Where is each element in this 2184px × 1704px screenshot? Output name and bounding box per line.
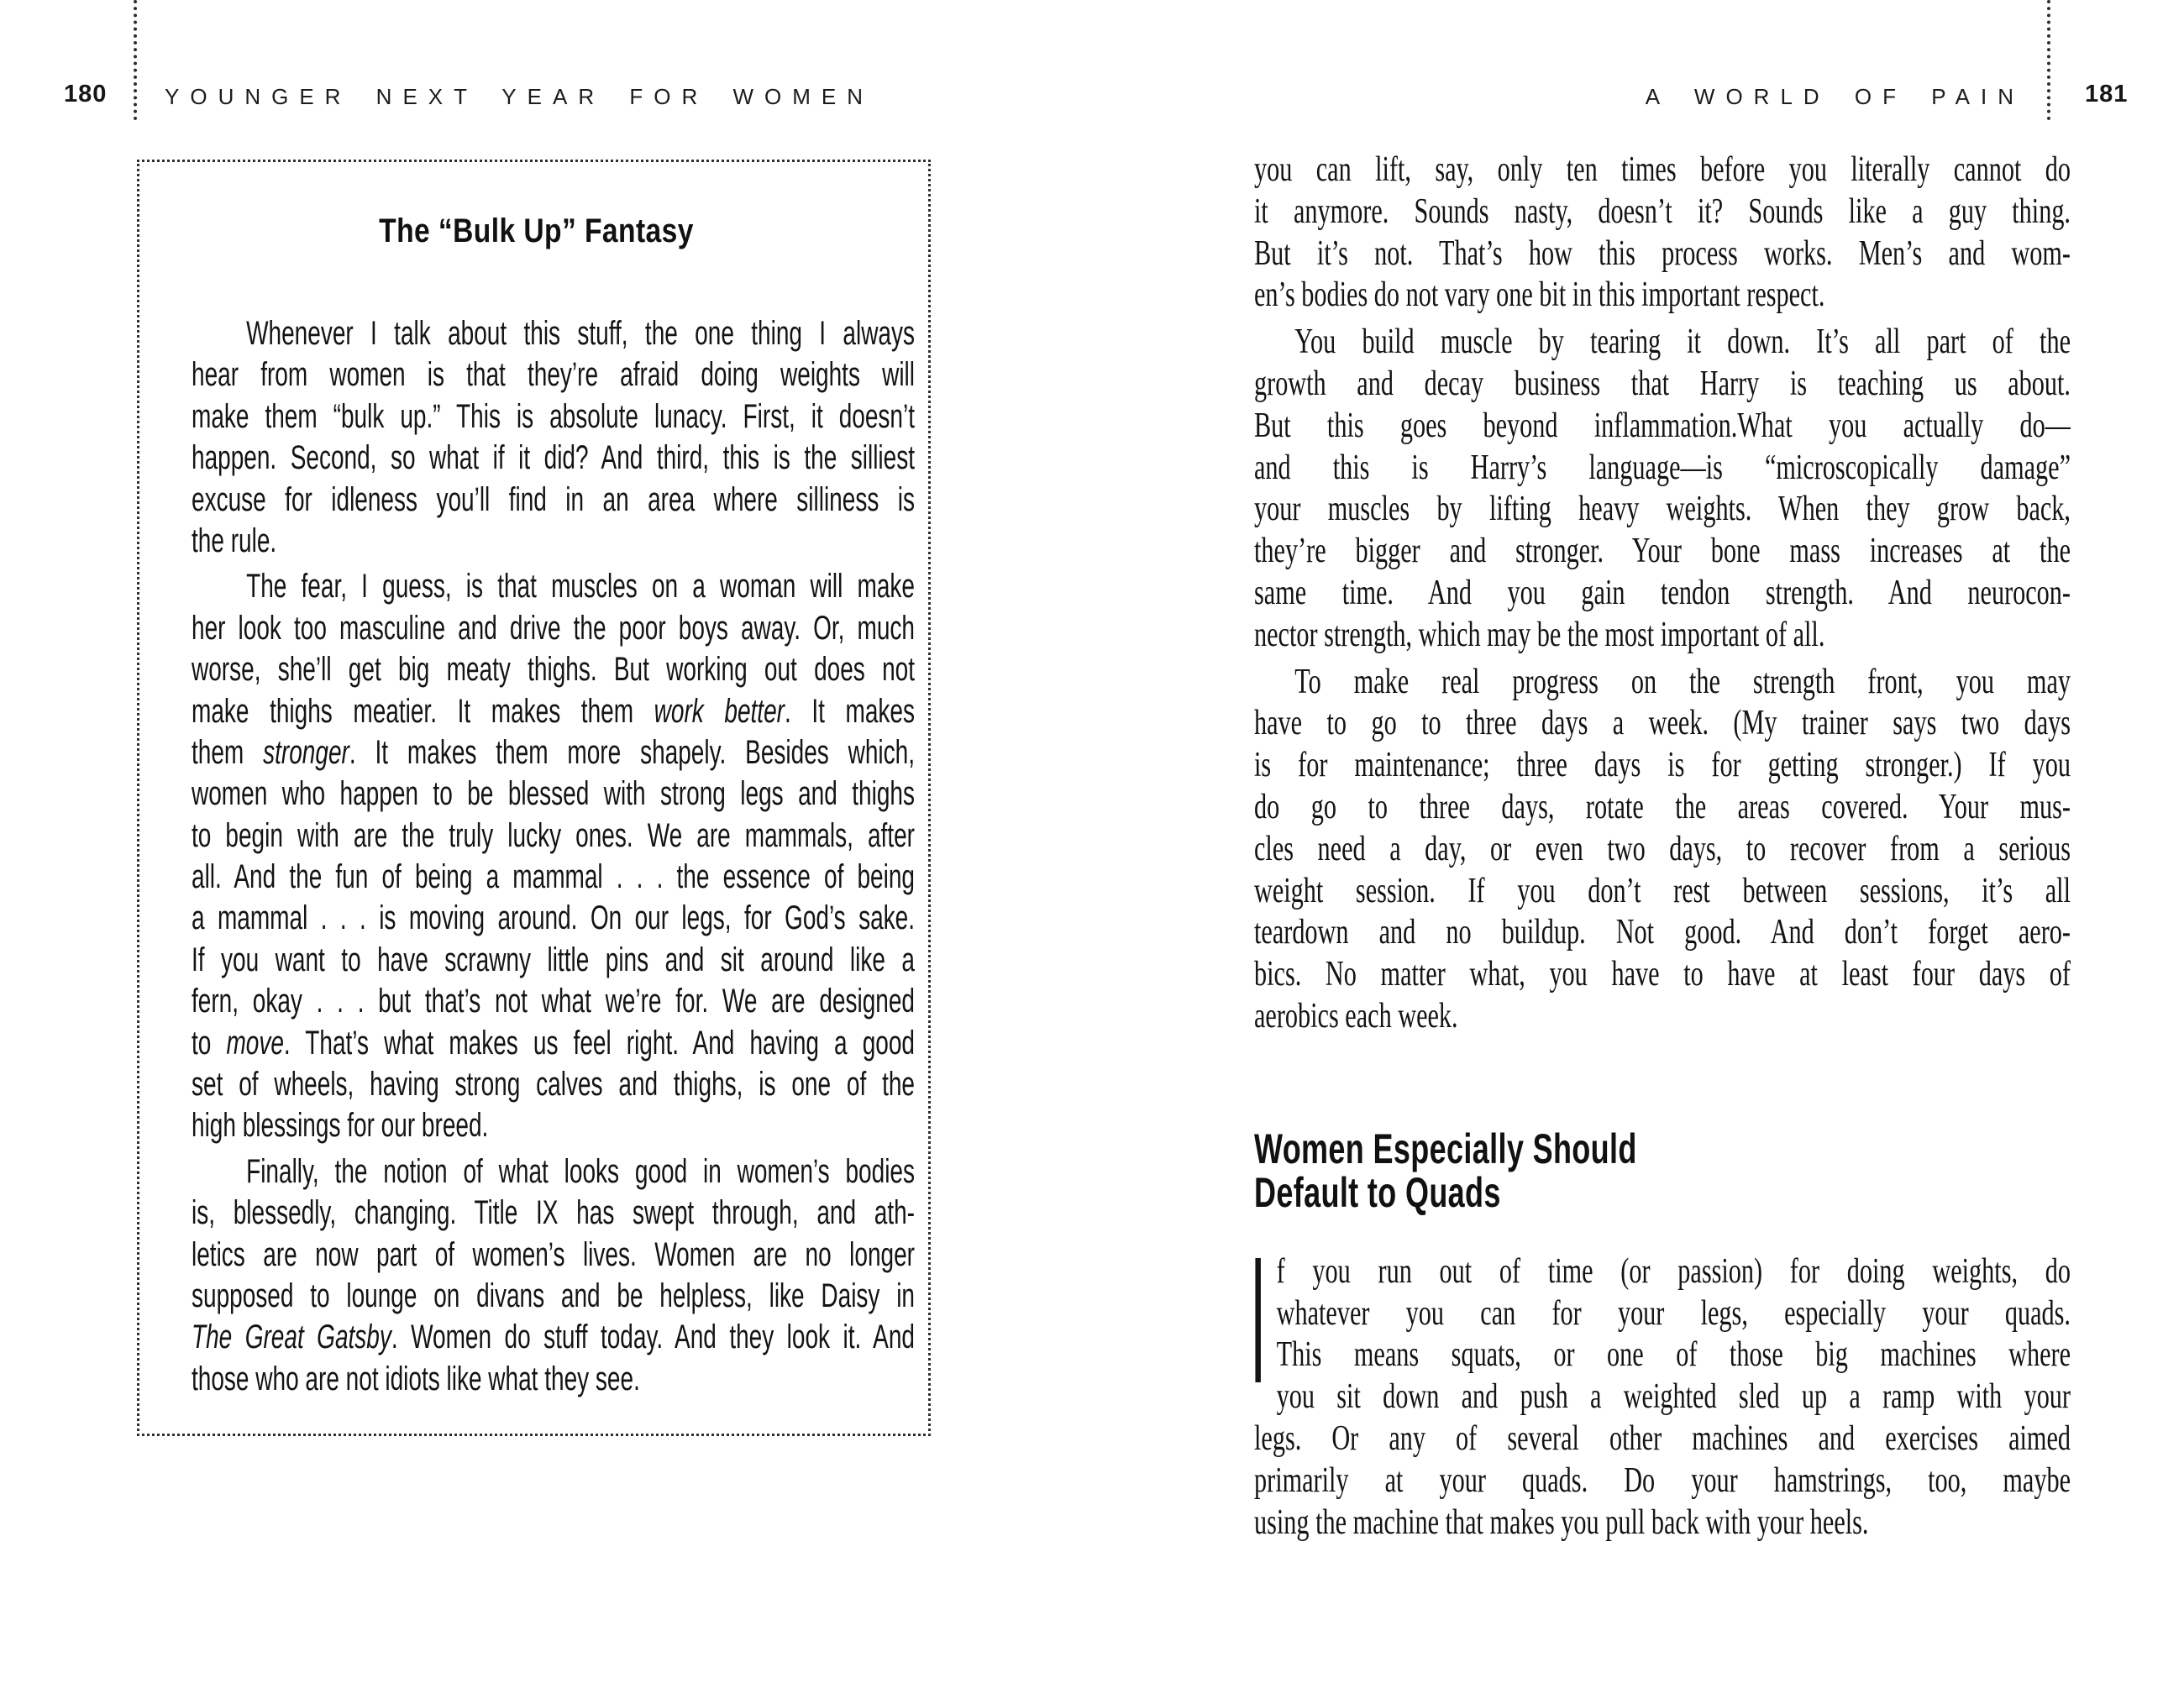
text-line: primarily at your quads. Do your hamstrings, too, maybe [1254, 1460, 2071, 1500]
text-line: If you want to have scrawny little pins and sit around like a [192, 941, 915, 978]
text-line: teardown and no buildup. Not good. And don’t forget aero- [1254, 913, 2071, 952]
box-title: The “Bulk Up” Fantasy [379, 212, 694, 249]
text-line: you sit down and push a weighted sled up a ramp with your [1276, 1377, 2071, 1417]
text-line: But this goes beyond inflammation.What you actually do— [1254, 406, 2071, 445]
text-line: bics. No matter what, you have to have at least four days of [1254, 955, 2071, 994]
text-line: is, blessedly, changing. Title IX has swept through, and ath- [192, 1194, 915, 1232]
text-line: you can lift, say, only ten times before you literally cannot do [1254, 150, 2071, 189]
text-line: your muscles by lifting heavy weights. When they grow back, [1254, 490, 2071, 529]
text-line: make thighs meatier. It makes them work better. It makes [192, 692, 915, 730]
text-line: whatever you can for your legs, especially your quads. [1276, 1293, 2071, 1333]
text-line: have to go to three days a week. (My trainer says two days [1254, 704, 2071, 743]
paragraph [1254, 1251, 2071, 1544]
bulk-up-sidebar-box [137, 160, 931, 1436]
section-heading-line1: Women Especially Should [1254, 1125, 1637, 1172]
text-line: high blessings for our breed. [192, 1107, 489, 1145]
text-line: To make real progress on the strength front, you may [1294, 662, 2071, 701]
text-line: it anymore. Sounds nasty, doesn’t it? Sounds like a guy thing. [1254, 191, 2071, 231]
text-line: Finally, the notion of what looks good in women’s bodies [246, 1152, 915, 1190]
box-body-text [192, 313, 915, 1400]
paragraph [192, 1151, 915, 1400]
right-page-top-paragraphs [1254, 149, 2071, 1038]
text-line: weight session. If you don’t rest between sessions, it’s all [1254, 871, 2071, 910]
text-line: same time. And you gain tendon strength. And neurocon- [1254, 573, 2071, 612]
text-line: them stronger. It makes them more shapely. Besides which, [192, 733, 915, 771]
section-heading [1254, 1127, 2071, 1214]
dropcap-character [1255, 1258, 1256, 1259]
text-line: using the machine that makes you pull back with your heels. [1254, 1502, 1869, 1542]
text-line: set of wheels, having strong calves and thighs, is one of the [192, 1066, 915, 1104]
text-line: the rule. [192, 522, 277, 559]
text-line: to begin with are the truly lucky ones. We are mammals, after [192, 816, 915, 854]
text-line: hear from women is that they’re afraid doing weights will [192, 356, 915, 394]
text-line: nector strength, which may be the most important of all. [1254, 615, 1825, 654]
text-line: But it’s not. That’s how this process works. Men’s and wom- [1254, 233, 2071, 273]
dropcap-paragraph [1254, 1251, 2071, 1544]
text-line: women who happen to be blessed with strong legs and thighs [192, 775, 915, 813]
text-line: en’s bodies do not vary one bit in this important respect. [1254, 275, 1825, 315]
text-line: You build muscle by tearing it down. It’s all part of the [1294, 322, 2071, 362]
text-line: letics are now part of women’s lives. Women are no longer [192, 1235, 915, 1273]
box-title-wrapper [139, 209, 933, 253]
text-line: happen. Second, so what if it did? And third, this is the silliest [192, 439, 915, 477]
right-header-dotted-divider [2047, 0, 2050, 120]
left-running-head: YOUNGER NEXT YEAR FOR WOMEN [165, 84, 874, 109]
text-line: those who are not idiots like what they see. [192, 1360, 640, 1397]
text-line: they’re bigger and stronger. Your bone mass increases at the [1254, 532, 2071, 571]
text-line: The Great Gatsby. Women do stuff today. And they look it. And [192, 1319, 915, 1356]
left-page-number: 180 [64, 81, 108, 107]
section-heading-line2: Default to Quads [1254, 1168, 1501, 1216]
text-line: supposed to lounge on divans and be helpless, like Daisy in [192, 1277, 915, 1314]
text-line: This means squats, or one of those big machines where [1276, 1335, 2071, 1375]
text-line: Whenever I talk about this stuff, the one thing I always [246, 315, 915, 352]
text-line: The fear, I guess, is that muscles on a woman will make [246, 568, 915, 606]
text-line: fern, okay . . . but that’s not what we’re for. We are designed [192, 983, 915, 1020]
dropcap-letter-i [1255, 1258, 1260, 1382]
paragraph [1254, 149, 2071, 317]
text-line: excuse for idleness you’ll find in an area where silliness is [192, 480, 915, 518]
paragraph [192, 313, 915, 562]
left-header-dotted-divider [134, 0, 137, 120]
text-line: her look too masculine and drive the poor boys away. Or, much [192, 609, 915, 647]
text-line: f you run out of time (or passion) for doing weights, do [1276, 1251, 2071, 1291]
right-page-number: 181 [2085, 81, 2129, 107]
text-line: cles need a day, or even two days, to recover from a serious [1254, 829, 2071, 868]
right-page-body [1254, 149, 2094, 1544]
text-line: legs. Or any of several other machines and exercises aimed [1254, 1418, 2071, 1458]
right-page-text-wrapper [1254, 149, 2071, 1544]
text-line: and this is Harry’s language—is “microscopically damage” [1254, 448, 2071, 487]
text-line: is for maintenance; three days is for getting stronger.) If you [1254, 746, 2071, 785]
text-line: all. And the fun of being a mammal . . . the essence of being [192, 858, 915, 896]
paragraph [1254, 662, 2071, 1038]
paragraph [1254, 322, 2071, 656]
text-line: a mammal . . . is moving around. On our legs, for God’s sake. [192, 899, 915, 937]
text-line: worse, she’ll get big meaty thighs. But working out does not [192, 651, 915, 689]
text-line: to move. That’s what makes us feel right. And having a good [192, 1024, 915, 1062]
text-line: aerobics each week. [1254, 996, 1458, 1036]
right-running-head: A WORLD OF PAIN [1645, 84, 2024, 109]
text-line: growth and decay business that Harry is teaching us about. [1254, 364, 2071, 403]
text-line: do go to three days, rotate the areas covered. Your mus- [1254, 787, 2071, 826]
text-line: make them “bulk up.” This is absolute lunacy. First, it doesn’t [192, 397, 915, 435]
paragraph [192, 566, 915, 1146]
dropcap-paragraph-lines [1254, 1251, 2071, 1544]
